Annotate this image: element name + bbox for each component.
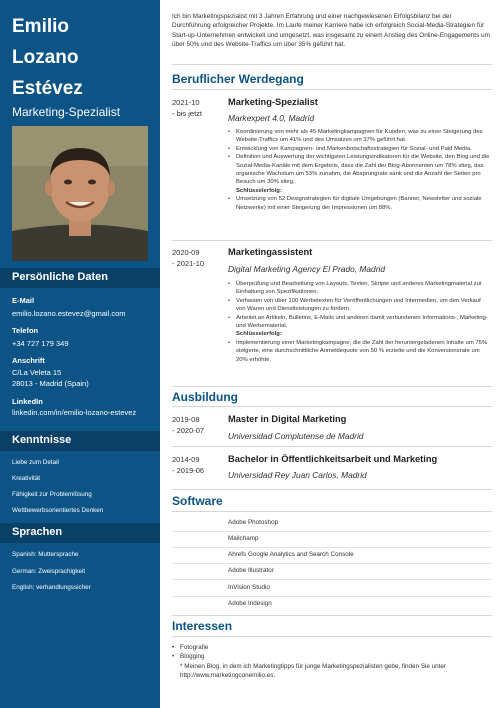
linkedin-label: LinkedIn [12,397,43,406]
last-name-1: Lozano [12,47,79,68]
language-item: English: verhandlungssicher [12,584,91,591]
address-line-1: C/La Veleta 15 [12,368,62,377]
interest-note: * Meinen Blog, in dem ich Marketingtipps für junge Marketingspezialisten gebe, finden Sie unter http://www.marketingconemilio.es. [180,662,447,679]
language-item: German: Zweisprachigkeit [12,568,86,575]
software-item: Adobe Photoshop [228,519,279,526]
last-name-2: Estévez [12,78,83,99]
bullet-item: • Verfassen von über 100 Werbetexten für Veröffentlichungen und Intermedien, um den Verkauf von Waren und Dienstleistungen zu fördern. [228,297,490,314]
job-company: Digital Marketing Agency El Prado, Madrid [228,264,386,274]
divider [172,386,492,387]
edu-date-end: - 2020-07 [172,426,205,435]
languages-heading: Sprachen [0,523,160,543]
first-name: Emilio [12,16,70,37]
skill-item: Wettbewerbsorientiertes Denken [12,507,104,514]
software-item: Adobe Indesign [228,600,272,607]
email-label: E-Mail [12,296,35,305]
divider [172,89,492,90]
phone-label: Telefon [12,326,39,335]
software-item: Ahrefs Google Analytics and Search Console [228,551,354,558]
job-bullets [228,280,490,364]
main-content [160,0,500,708]
job-title: Marketing-Spezialist [228,97,318,107]
intro-summary: Ich bin Marketingspezialist mit 3 Jahren Erfahrung und einer nachgewiesenen Erfolgsbilanz bei der Durchführung erfolgreicher Projekte. Im Laufe meiner Karriere habe ich erfolgreich Social-Media-Strategien für Start-up-Unternehmen entwickelt und umgesetzt, was insgesamt zu einem Anstieg des Online-Engagements um über 50% und des Website-Traffics um über 35% geführt hat. [172,13,490,49]
job-date-start: 2020-09 [172,248,200,257]
skill-item: Liebe zum Detail [12,459,59,466]
edu-date-start: 2014-09 [172,455,200,464]
software-heading: Software [172,494,223,508]
job-bullets [228,128,490,212]
divider [172,511,492,512]
bullet-item: • Implementierung einer Marketingkampagne, die die Zahl der heruntergeladenen Inhalte um 75% steigerte, eine durchschnittliche Anmeldequote von 50 % erzielte und die Konversionsrate um 20% erhöhte. [228,339,490,364]
phone-value[interactable]: +34 727 179 349 [12,339,69,348]
divider [172,579,492,580]
interest-item: • Blogging [172,652,492,661]
bullet-item: • Definition und Auswertung der wichtigsten Leistungsindikatoren für die Website, den Blog und die Sozial-Media-Kanäle mit dem Ergebnis, dass die Zahl der Blog-Abonnenten um 78% stieg, das organische Wachstum um 53% zunahm, die Absprungrate sank und die Anzahl der Seiten pro Besuch um 30% stieg. [228,153,490,187]
skill-item: Kreativität [12,475,40,482]
email-value[interactable]: emilio.lozano.estevez@gmail.com [12,309,126,318]
divider [172,406,492,407]
language-item: Spanish: Muttersprache [12,551,79,558]
experience-heading: Beruflicher Werdegang [172,72,304,86]
divider [172,64,492,65]
address-label: Anschrift [12,356,45,365]
edu-date-start: 2019-08 [172,415,200,424]
sidebar [0,0,160,708]
school-name: Universidad Complutense de Madrid [228,431,364,441]
key-achievement-label: Schlüsselerfolg: [236,331,282,338]
skills-heading: Kenntnisse [0,431,160,451]
education-heading: Ausbildung [172,390,238,404]
job-role: Marketing-Spezialist [12,105,121,119]
job-company: Markexpert 4.0, Madrid [228,113,315,123]
job-date-end: - 2021-10 [172,259,205,268]
bullet-item: • Entwicklung von Kampagnen- und Markenbotschaftsstrategien für Sozial- und Paid Media. [228,145,490,153]
interests-list [172,643,492,680]
job-date-start: 2021-10 [172,98,200,107]
job-title: Marketingassistent [228,247,313,257]
bullet-item: • Umsetzung von 52 Designstrategien für digitale Umgebungen (Banner, Newsletter und soziale Netzwerke) mit einer Steigerung der Impressionen um 88%. [228,195,490,212]
divider [172,615,492,616]
key-achievement-label: Schlüsselerfolg: [236,187,282,194]
divider [172,489,492,490]
profile-photo [12,126,148,261]
software-item: InVision Studio [228,584,270,591]
edu-date-end: - 2019-06 [172,466,205,475]
school-name: Universidad Rey Juan Carlos, Madrid [228,470,367,480]
linkedin-value[interactable]: linkedin.com/in/emilio-lozano-estevez [12,408,137,417]
divider [172,240,492,241]
bullet-item: • Koordinierung von mehr als 45 Marketingkampagnen für Kunden, was zu einer Steigerung des Website-Traffics um 41% und des Umsatzes um 37% geführt hat. [228,128,490,145]
job-date-end: - bis jetzt [172,109,203,118]
portrait-image [12,126,148,261]
divider [172,596,492,597]
interest-item: • Fotografie [172,643,492,652]
interests-heading: Interessen [172,619,233,633]
skill-item: Fähigkeit zur Problemlösung [12,491,92,498]
divider [172,446,492,447]
software-item: Adobe Illustrator [228,567,274,574]
divider [172,531,492,532]
personal-data-heading: Persönliche Daten [0,268,160,288]
divider [172,636,492,637]
address-line-2: 28013 - Madrid (Spain) [12,379,89,388]
degree-title: Master in Digital Marketing [228,414,347,424]
divider [172,563,492,564]
degree-title: Bachelor in Öffentlichkeitsarbeit und Marketing [228,454,438,464]
bullet-item: • Arbeitet an Artikeln, Bulletins, E-Mails und anderen damit verbundenen Informations-, Marketing- und Werbematerial. [228,314,490,331]
divider [172,547,492,548]
software-item: Mailchamp [228,535,259,542]
bullet-item: • Überprüfung und Bearbeitung von Layouts, Texten, Skripte und anderes Marketingmaterial zur Einhaltung von Spezifikationen. [228,280,490,297]
